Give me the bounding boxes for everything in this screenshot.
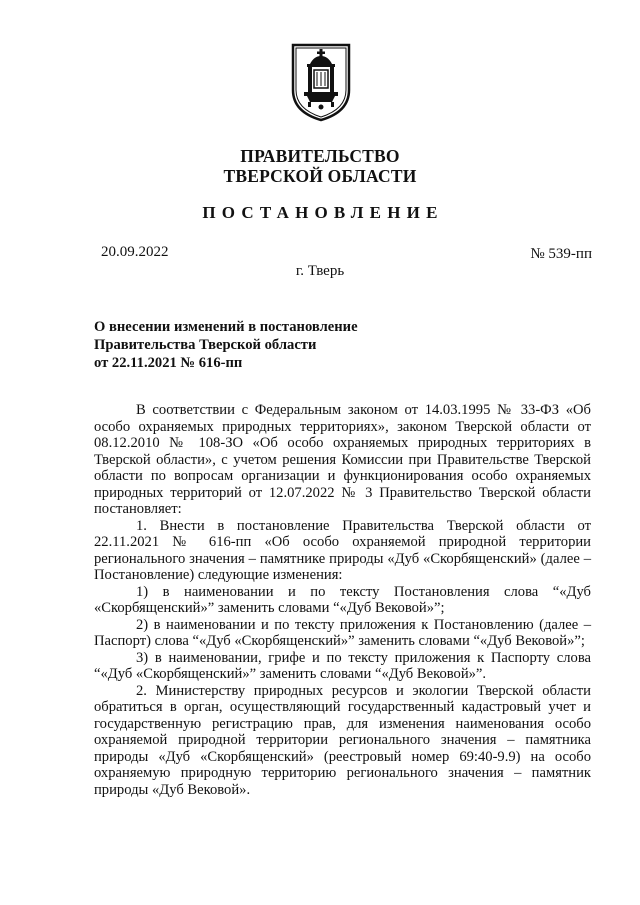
tver-coat-of-arms-icon — [290, 42, 352, 122]
item-1-paragraph: 1. Внести в постановление Правительства Тверской области от 22.11.2021 № 616-пп «Об особо охраняемой природной территории регионального значения – памятнике природы «Дуб «Скорбященский» (далее – Постановление) следующие изменения: — [94, 517, 591, 583]
subject-line-2: Правительства Тверской области — [94, 337, 317, 353]
government-name-line2: ТВЕРСКОЙ ОБЛАСТИ — [223, 166, 417, 186]
subject-line-1: О внесении изменений в постановление — [94, 319, 358, 335]
item-2-paragraph: 2. Министерству природных ресурсов и экологии Тверской области обратиться в орган, осуществляющий государственный кадастровый учет и государственную регистрацию прав, для изменения наименования особо охраняемой природной территории регионального значения – памятника природы «Дуб «Скорбященский» (реестровый номер 69:40-9.9) на особо охраняемую природную территорию регионального значения – памятник природы «Дуб Вековой». — [94, 682, 591, 798]
item-1-1-paragraph: 1) в наименовании и по тексту Постановления слова “«Дуб «Скорбященский»” заменить словами “«Дуб Вековой»”; — [94, 583, 591, 616]
document-date: 20.09.2022 — [101, 244, 169, 260]
document-number: № 539-пп — [530, 246, 592, 262]
item-1-3-paragraph: 3) в наименовании, грифе и по тексту приложения к Паспорту слова “«Дуб «Скорбященский»” заменить словами “«Дуб Вековой»”. — [94, 649, 591, 682]
document-subject — [94, 318, 358, 372]
item-1-2-paragraph: 2) в наименовании и по тексту приложения к Постановлению (далее – Паспорт) слова “«Дуб «Скорбященский»” заменить словами “«Дуб Вековой»”; — [94, 616, 591, 649]
subject-line-3: от 22.11.2021 № 616-пп — [94, 355, 243, 371]
government-name-line1: ПРАВИТЕЛЬСТВО — [240, 146, 400, 166]
preamble-paragraph: В соответствии с Федеральным законом от 14.03.1995 № 33-ФЗ «Об особо охраняемых природных территориях», законом Тверской области от 08.12.2010 № 108-ЗО «Об особо охраняемых природных территориях в Тверской области», с учетом решения Комиссии при Правительстве Тверской области по вопросам организации и функционирования особо охраняемых природных территорий от 12.07.2022 № 3 Правительство Тверской области постановляет: — [94, 402, 591, 517]
document-type-title: ПОСТАНОВЛЕНИЕ — [202, 203, 444, 222]
document-city: г. Тверь — [295, 263, 345, 279]
document-body — [94, 402, 591, 798]
